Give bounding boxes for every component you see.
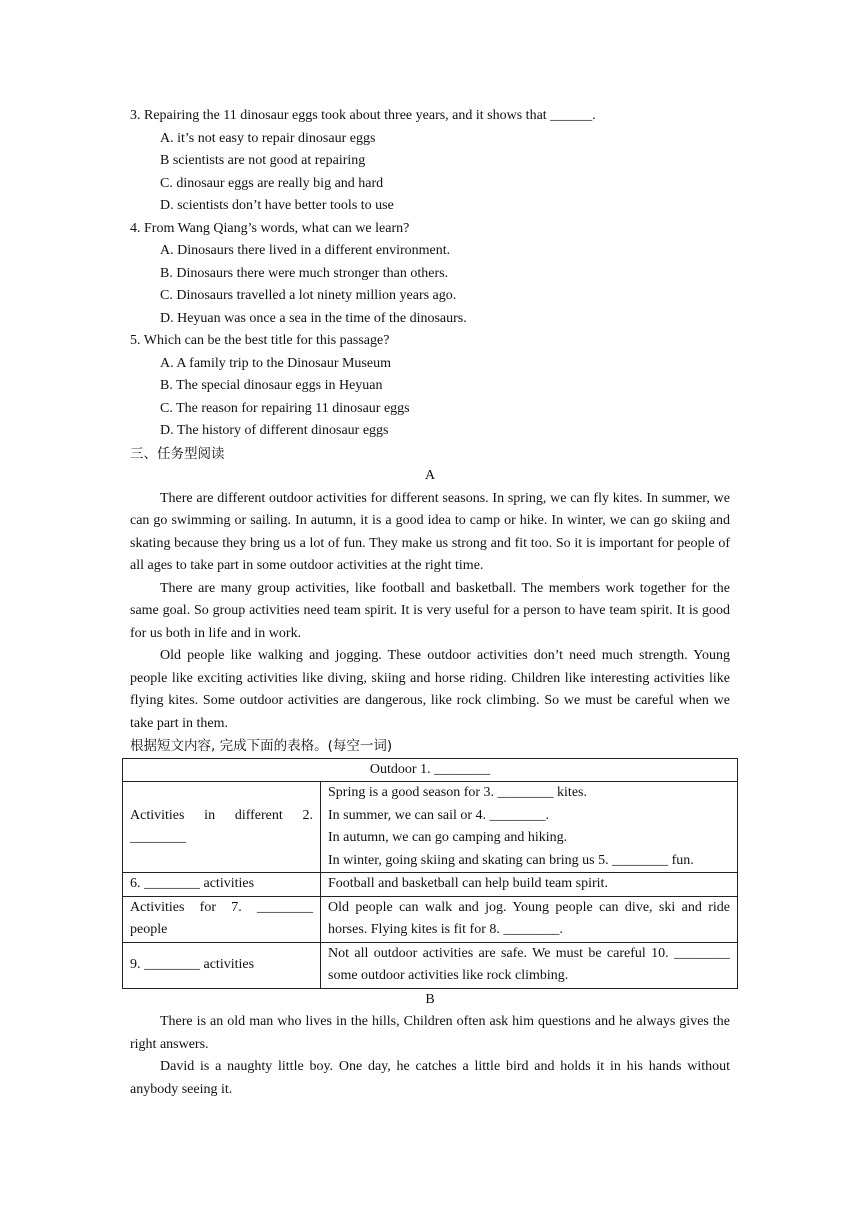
table-row3-right: Old people can walk and jog. Young people can dive, ski and ride horses. Flying kites is fit for 8. ________.	[321, 896, 738, 942]
question-4	[130, 218, 730, 331]
option-d: D. scientists don’t have better tools to use	[160, 198, 394, 213]
question-stem: 5. Which can be the best title for this passage?	[130, 333, 390, 348]
table-line: Spring is a good season for 3. ________ kites.	[328, 785, 587, 800]
section-heading: 三、任务型阅读	[130, 445, 225, 462]
document-page	[130, 105, 730, 1101]
option-a: A. A family trip to the Dinosaur Museum	[160, 355, 391, 371]
table-header: Outdoor 1. ________	[123, 758, 738, 782]
passage-b-label: B	[425, 991, 435, 1007]
option-c: C. dinosaur eggs are really big and hard	[160, 175, 384, 191]
option-d: D. The history of different dinosaur eggs	[160, 423, 389, 438]
table-row4-right: Not all outdoor activities are safe. We must be careful 10. ________ some outdoor activities like rock climbing.	[321, 942, 738, 988]
option-a: A. Dinosaurs there lived in a different environment.	[160, 243, 451, 258]
option-b: B scientists are not good at repairing	[160, 153, 366, 168]
option-b: B. Dinosaurs there were much stronger than others.	[160, 265, 449, 281]
passage-b-paragraph-1: There is an old man who lives in the hills, Children often ask him questions and he always gives the right answers.	[130, 1014, 730, 1052]
task-table	[122, 758, 738, 989]
table-instruction: 根据短文内容, 完成下面的表格。(每空一词)	[130, 738, 393, 754]
table-row3-left: Activities for 7. ________ people	[123, 896, 321, 942]
option-d: D. Heyuan was once a sea in the time of the dinosaurs.	[160, 310, 467, 326]
table-line: In autumn, we can go camping and hiking.	[328, 830, 568, 845]
table-line: In winter, going skiing and skating can bring us 5. ________ fun.	[328, 852, 694, 868]
passage-a-paragraph-1: There are different outdoor activities for different seasons. In spring, we can fly kites. In summer, we can go swimming or sailing. In autumn, it is a good idea to camp or hike. In winter, we can go skiing and skating because they bring us a lot of fun. They make us strong and fit too. So it is important for people of all ages to take part in some outdoor activities at the right time.	[130, 490, 730, 573]
passage-a-label: A	[424, 468, 436, 483]
option-b: B. The special dinosaur eggs in Heyuan	[160, 378, 383, 393]
table-line: In summer, we can sail or 4. ________.	[328, 807, 550, 823]
passage-a-paragraph-2: There are many group activities, like football and basketball. The members work together for the same goal. So group activities need team spirit. It is very useful for a person to have team spirit. It is good for us both in life and in work.	[130, 580, 730, 641]
passage-a-paragraph-3: Old people like walking and jogging. These outdoor activities don’t need much strength. Young people like exciting activities like diving, skiing and horse riding. Children like interesting activities like flying kites. Some outdoor activities are dangerous, like rock climbing. So we must be careful when we take part in them.	[130, 648, 730, 731]
table-row2-right: Football and basketball can help build team spirit.	[321, 873, 738, 897]
option-a: A. it’s not easy to repair dinosaur eggs	[160, 130, 376, 146]
question-3	[130, 105, 730, 218]
passage-b-paragraph-2: David is a naughty little boy. One day, he catches a little bird and holds it in his hands without anybody seeing it.	[130, 1059, 730, 1097]
option-c: C. Dinosaurs travelled a lot ninety million years ago.	[160, 288, 457, 303]
question-stem: 4. From Wang Qiang’s words, what can we learn?	[130, 220, 410, 236]
question-5	[130, 330, 730, 443]
table-row2-left: 6. ________ activities	[123, 873, 321, 897]
table-row4-left: 9. ________ activities	[123, 942, 321, 988]
question-stem: 3. Repairing the 11 dinosaur eggs took about three years, and it shows that ______.	[130, 108, 596, 123]
option-c: C. The reason for repairing 11 dinosaur eggs	[160, 400, 410, 416]
table-row1-left: Activities in different 2. ________	[123, 782, 321, 873]
table-row1-right	[321, 782, 738, 873]
